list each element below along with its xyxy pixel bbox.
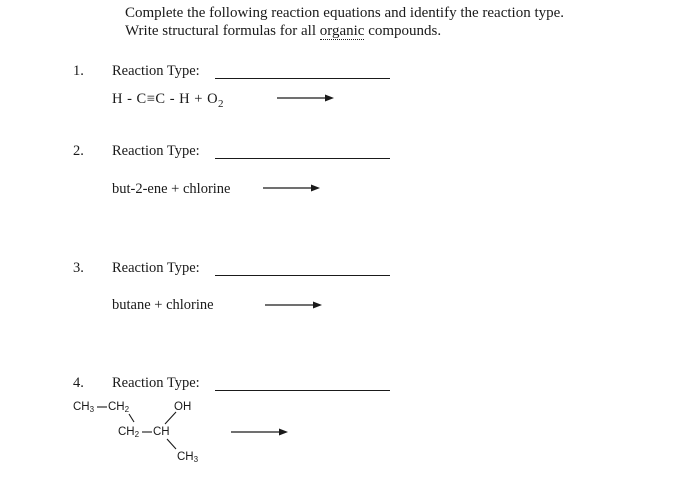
methylene-top-carbon: CH bbox=[108, 401, 125, 413]
question-3-number: 3. bbox=[73, 260, 84, 276]
methyl-group-top bbox=[73, 401, 94, 416]
question-1-reactant-left: H - C bbox=[112, 91, 147, 107]
question-2-reactants: but-2-ene + chlorine bbox=[112, 181, 231, 197]
instruction-line-1: Complete the following reaction equations and identify the reaction type. bbox=[125, 5, 565, 21]
question-3-reaction-type-label: Reaction Type: bbox=[112, 260, 200, 276]
methylene-group-top bbox=[108, 401, 129, 416]
question-1-reaction-type-label: Reaction Type: bbox=[112, 63, 200, 79]
methylene-group-middle bbox=[118, 426, 139, 441]
triple-bond-symbol: ≡ bbox=[146, 91, 156, 107]
question-1-number: 1. bbox=[73, 63, 84, 79]
methine-group: CH bbox=[153, 426, 170, 438]
methyl-top-carbon: CH bbox=[73, 401, 90, 413]
question-1-reactant-right: C - H + O bbox=[155, 91, 219, 107]
question-4-reaction-type-label: Reaction Type: bbox=[112, 375, 200, 391]
hydroxyl-group: OH bbox=[174, 401, 192, 413]
question-3-reactants: butane + chlorine bbox=[112, 297, 214, 313]
methyl-group-bottom bbox=[177, 451, 198, 466]
question-2-number: 2. bbox=[73, 143, 84, 159]
methyl-top-subscript: 3 bbox=[89, 405, 95, 414]
question-4-reaction-arrow-icon bbox=[231, 426, 291, 438]
methyl-bottom-carbon: CH bbox=[177, 451, 194, 463]
instruction-emphasis-organic: organic bbox=[319, 23, 365, 39]
methylene-top-subscript: 2 bbox=[124, 405, 130, 414]
instruction-line-2-prefix: Write structural formulas for all bbox=[125, 23, 320, 39]
methylene-middle-carbon: CH bbox=[118, 426, 135, 438]
instruction-line-2-suffix: compounds. bbox=[364, 23, 442, 39]
methylene-middle-subscript: 2 bbox=[134, 430, 140, 439]
question-2-reaction-type-label: Reaction Type: bbox=[112, 143, 200, 159]
question-4-number: 4. bbox=[73, 375, 84, 391]
oxygen-subscript: 2 bbox=[218, 98, 225, 110]
methyl-bottom-subscript: 3 bbox=[193, 455, 199, 464]
